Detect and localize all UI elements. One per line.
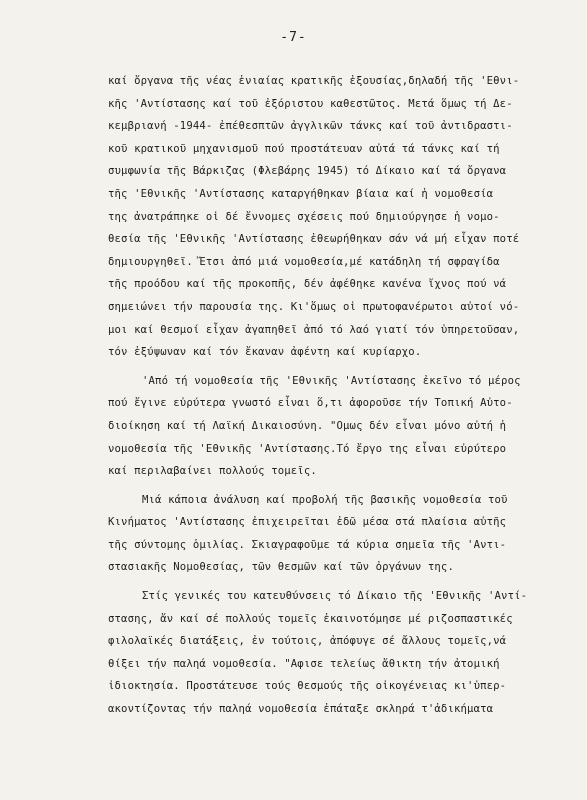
text-line: καί περιλαβαίνει πολλούς τομεῖς. [108, 465, 317, 478]
text-line: θίξει τήν παληά νομοθεσία. "Αφισε τελείως ἄθικτη τήν ἀτομική [108, 657, 500, 670]
text-line: της ἀνατράπηκε οἱ δέ ἔννομες σχέσεις πού δημιούργησε ἡ νομο- [108, 210, 500, 223]
paragraph-2 [108, 370, 568, 483]
document-body [108, 70, 568, 727]
text-line: θεσία τῆς 'Εθνικῆς 'Αντίστασης ἐθεωρήθηκαν σάν νά μή εἶχαν ποτέ [108, 233, 520, 246]
text-line: 'Από τή νομοθεσία τῆς 'Εθνικῆς 'Αντίστασης ἐκεῖνο τό μέρος [142, 374, 521, 387]
paragraph-4 [108, 585, 568, 721]
text-line: καί ὄργανα τῆς νέας ἑνιαίας κρατικῆς ἐξουσίας,δηλαδή τῆς 'Εθνι- [108, 75, 520, 87]
paragraph-3 [108, 489, 568, 579]
text-line: ακοντίζοντας τήν παληά νομοθεσία ἐπάταξε σκληρά τ'ἀδικήματα [108, 703, 494, 716]
text-line: μοι καί θεσμοί εἶχαν ἀγαπηθεῖ ἀπό τό λαό γιατί τόν ὑπηρετοῦσαν, [108, 323, 520, 336]
text-line: συμφωνία τῆς Βάρκιζας (Φλεβάρης 1945) τό Δίκαιο καί τά ὄργανα [108, 165, 507, 178]
text-line: κῆς 'Αντίστασης καί τοῦ ἐξόριστου καθεστῶτος. Μετά ὅμως τή Δε- [108, 97, 513, 110]
text-line: πού ἔγινε εὐρύτερα γνωστό εἶναι ὅ,τι ἀφοροῦσε τήν Τοπική Αὐτο- [108, 397, 513, 410]
text-line: νομοθεσία τῆς 'Εθνικῆς 'Αντίστασης.Τό ἔργο της εἶναι εὐρύτερο [108, 442, 507, 455]
paragraph-1 [108, 70, 568, 364]
text-line: στασιακῆς Νομοθεσίας, τῶν θεσμῶν καί τῶν ὀργάνων της. [108, 561, 454, 574]
text-line: ἰδιοκτησία. Προστάτευσε τούς θεσμούς τῆς οἰκογένειας κι'ὑπερ- [108, 680, 507, 693]
text-line: στασης, ἄν καί σέ πολλούς τομεῖς ἐκαινοτόμησε μέ ριζοσπαστικές [108, 612, 513, 625]
text-line: σημειώνει τήν παρουσία της. Κι'ὅμως οἱ πρωτοφανέρωτοι αὐτοί νό- [108, 300, 520, 313]
text-line: τῆς σύντομης ὁμιλίας. Σκιαγραφοῦμε τά κύρια σημεῖα τῆς 'Αντι- [108, 538, 507, 551]
text-line: Μιά κάποια ἀνάλυση καί προβολή τῆς βασικῆς νομοθεσία τοῦ [142, 493, 508, 506]
text-line: Στίς γενικές του κατευθύνσεις τό Δίκαιο τῆς 'Εθνικῆς 'Αντί- [142, 590, 528, 603]
text-line: Κινήματος 'Αντίστασης ἐπιχειρεῖται ἐδῶ μέσα στά πλαίσια αὐτῆς [108, 516, 507, 529]
text-line: φιλολαϊκές διατάξεις, ἐν τούτοις, ἀπόφυγε σέ ἄλλους τομεῖς,νά [108, 635, 507, 648]
text-line: τόν ἐξύψωναν καί τόν ἔκαναν ἀφέντη καί κυρίαρχο. [108, 346, 422, 359]
page-number: -7- [280, 30, 307, 45]
text-line: διοίκηση καί τή Λαϊκή Δικαιοσύνη. "Ομως δέν εἶναι μόνο αὐτή ἡ [108, 419, 507, 432]
text-line: κεμβριανή -1944- ἐπέθεσπτῶν ἀγγλικῶν τάνκς καί τοῦ ἀντιδραστι- [108, 120, 513, 133]
text-line: δημιουργηθεῖ. Ἔτσι ἀπό μιά νομοθεσία,μέ κατάδηλη τή σφραγίδα [108, 255, 500, 268]
text-line: κοῦ κρατικοῦ μηχανισμοῦ πού προστάτευαν αὐτά τά τάνκς καί τή [108, 142, 500, 155]
text-line: τῆς 'Εθνικῆς 'Αντίστασης καταργήθηκαν βίαια καί ἡ νομοθεσία [108, 187, 494, 200]
text-line: τῆς προόδου καί τῆς προκοπῆς, δέν ἀφέθηκε κανένα ἴχνος πού νά [108, 278, 507, 291]
